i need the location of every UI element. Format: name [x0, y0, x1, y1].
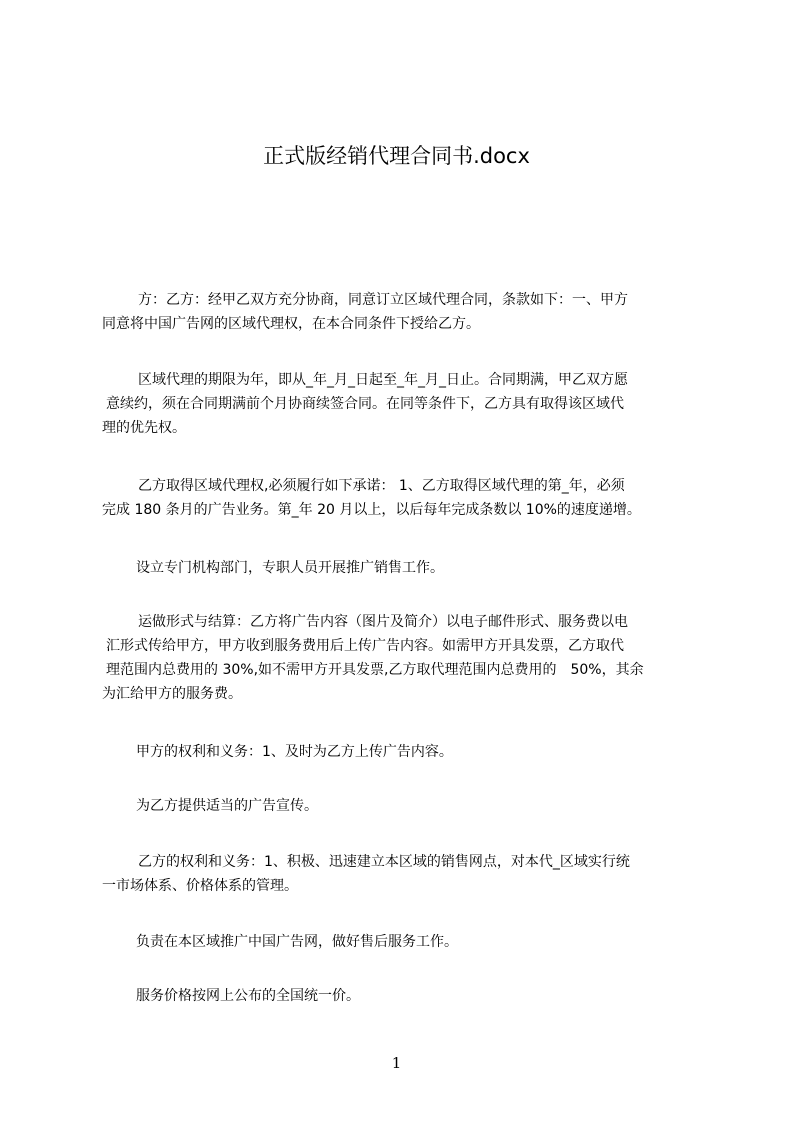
text-line: 意续约，须在合同期满前个月协商续签合同。在同等条件下，乙方具有取得该区域代	[106, 396, 624, 412]
text-line: 完成 180 条月的广告业务。第_年 20 月以上，以后每年完成条数以 10%的速度递增。	[102, 502, 641, 518]
document-body	[102, 0, 700, 1122]
paragraph-4	[102, 556, 700, 580]
text-line: 区域代理的期限为年，即从_年_月_日起至_年_月_日止。合同期满，甲乙双方愿	[138, 372, 628, 388]
paragraph-1	[102, 288, 700, 336]
text-line: 为汇给甲方的服务费。	[102, 686, 242, 702]
text-line: 乙方取得区域代理权,必须履行如下承诺： 1、乙方取得区域代理的第_年，必须	[138, 478, 625, 494]
paragraph-7	[102, 794, 700, 818]
text-line: 运做形式与结算：乙方将广告内容（图片及简介）以电子邮件形式、服务费以电	[138, 614, 628, 630]
paragraph-9	[102, 930, 700, 954]
text-line: 服务价格按网上公布的全国统一价。	[136, 988, 360, 1004]
document-title: 正式版经销代理合同书.docx	[263, 144, 530, 168]
text-line: 负责在本区域推广中国广告网，做好售后服务工作。	[136, 934, 458, 950]
paragraph-6	[102, 740, 700, 764]
paragraph-2	[102, 368, 700, 440]
text-line: 方：乙方：经甲乙双方充分协商，同意订立区域代理合同，条款如下：一、甲方	[138, 292, 628, 308]
text-line: 甲方的权利和义务：1、及时为乙方上传广告内容。	[136, 744, 453, 760]
paragraph-8	[102, 850, 700, 898]
text-line: 理的优先权。	[102, 420, 186, 436]
text-line: 乙方的权利和义务：1、积极、迅速建立本区域的销售网点，对本代_区域实行统	[138, 854, 630, 870]
paragraph-5	[102, 610, 700, 706]
text-line: 一市场体系、价格体系的管理。	[102, 878, 298, 894]
paragraph-3	[102, 474, 700, 522]
paragraph-10	[102, 984, 700, 1008]
text-line: 同意将中国广告网的区域代理权，在本合同条件下授给乙方。	[102, 316, 480, 332]
text-line: 设立专门机构部门，专职人员开展推广销售工作。	[136, 560, 444, 576]
text-line: 汇形式传给甲方，甲方收到服务费用后上传广告内容。如需甲方开具发票，乙方取代	[106, 638, 624, 654]
page-number: 1	[391, 1054, 402, 1072]
text-line: 理范围内总费用的 30%,如不需甲方开具发票,乙方取代理范围内总费用的 50%，其余	[106, 662, 644, 678]
text-line: 为乙方提供适当的广告宣传。	[136, 798, 318, 814]
